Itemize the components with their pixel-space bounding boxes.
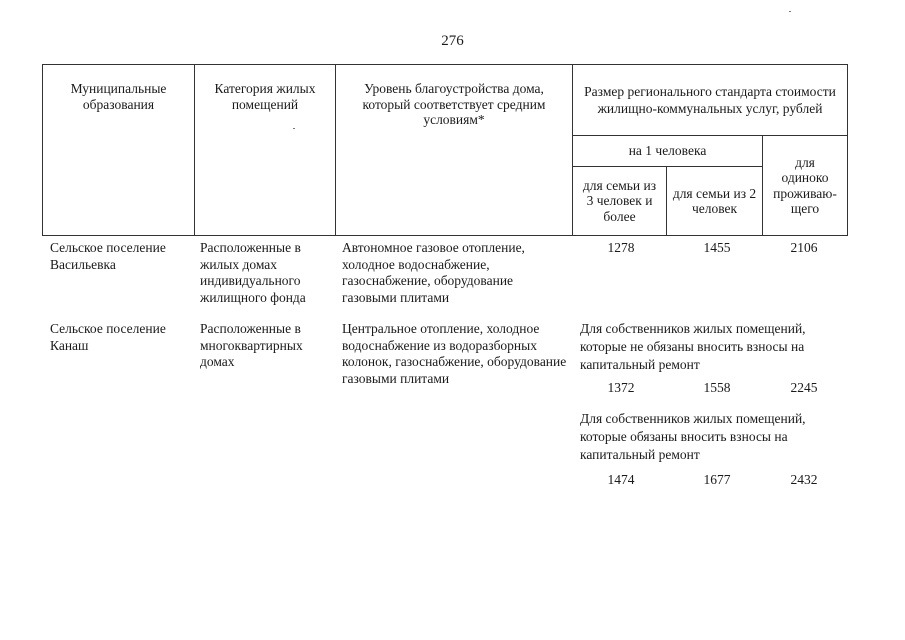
header-family-3plus-text: для семьи из 3 человек и более xyxy=(582,177,657,224)
header-category xyxy=(194,64,336,236)
header-family-2 xyxy=(666,166,763,236)
header-per-person xyxy=(572,135,763,167)
header-family-2-text: для семьи из 2 человек xyxy=(672,185,757,216)
row2-category: Расположенные в многоквартирных домах xyxy=(200,321,303,369)
row2-value2-family-2: 1677 xyxy=(703,472,731,487)
row1-municipality: Сельское поселение Васильевка xyxy=(50,240,166,272)
header-per-person-text: на 1 человека xyxy=(628,143,707,159)
row2-value1-family-2: 1558 xyxy=(703,380,731,395)
row2-note-repair-fee: Для собственников жилых помещений, которые обязаны вносить взносы на капитальный ремонт xyxy=(580,411,806,462)
header-standard-group xyxy=(572,64,848,136)
header-level-text: Уровень благоустройства дома, который соответствует средним условиям* xyxy=(362,81,546,127)
row1-category: Расположенные в жилых домах индивидуального жилищного фонда xyxy=(200,240,306,305)
row1-value-family-3plus: 1278 xyxy=(607,240,635,255)
row1-value-family-2: 1455 xyxy=(703,240,731,255)
row2-municipality: Сельское поселение Канаш xyxy=(50,321,166,353)
row1-level: Автономное газовое отопление, холодное водоснабжение, газоснабжение, оборудование газовыми плитами xyxy=(342,240,525,305)
header-single xyxy=(762,135,848,236)
page-number: 276 xyxy=(441,33,464,49)
header-family-3plus xyxy=(572,166,667,236)
row2-value1-single: 2245 xyxy=(790,380,818,395)
header-standard-group-text: Размер регионального стандарта стоимости жилищно-коммунальных услуг, рублей xyxy=(584,84,836,116)
header-single-text: для одиноко проживаю-щего xyxy=(773,154,837,216)
scan-speck xyxy=(789,11,791,12)
row2-value2-family-3plus: 1474 xyxy=(607,472,635,487)
row2-value1-family-3plus: 1372 xyxy=(607,380,635,395)
header-category-text: Категория жилых помещений xyxy=(214,81,316,112)
row2-level: Центральное отопление, холодное водоснабжение из водоразборных колонок, газоснабжение, оборудование газовыми плитами xyxy=(342,321,567,386)
header-municipality xyxy=(42,64,195,236)
header-municipality-text: Муниципальные образования xyxy=(70,81,167,112)
row1-value-single: 2106 xyxy=(790,240,818,255)
scan-speck xyxy=(293,128,295,129)
row2-value2-single: 2432 xyxy=(790,472,818,487)
row2-note-no-repair-fee: Для собственников жилых помещений, которые не обязаны вносить взносы на капитальный ремонт xyxy=(580,321,806,372)
standards-table xyxy=(42,64,848,236)
header-level xyxy=(335,64,573,236)
